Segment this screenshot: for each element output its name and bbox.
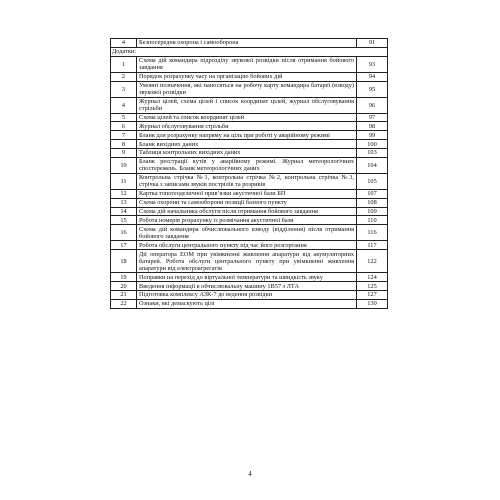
row-title: Схема дій командира обчислювального взводу (відділення) після отримання бойового завдання bbox=[137, 225, 357, 241]
row-page-number: 116 bbox=[357, 225, 388, 241]
row-page-number: 105 bbox=[357, 173, 388, 189]
row-page-number: 98 bbox=[357, 122, 388, 131]
row-title: Введення інформації в обчислювальну машину 1В57 з ЛТА bbox=[137, 282, 357, 291]
row-title: Дії оператора ЕОМ при увімкненні живлення апаратури від акумуляторних батарей. Робота обслуги центрального пункту при увімкненні живлення апаратури від електроагрегатів bbox=[137, 250, 357, 273]
row-number: 17 bbox=[111, 241, 137, 250]
table-row bbox=[111, 241, 388, 250]
row-title: Журнал цілей, схема цілей і список координат цілей, журнал обслуговування стрільби bbox=[137, 97, 357, 113]
row-page-number: 99 bbox=[357, 131, 388, 140]
table-row bbox=[111, 140, 388, 149]
row-number: 8 bbox=[111, 140, 137, 149]
table-row bbox=[111, 173, 388, 189]
table-row bbox=[111, 291, 388, 300]
row-number: 7 bbox=[111, 131, 137, 140]
row-page-number: 91 bbox=[357, 39, 388, 48]
table-row bbox=[111, 207, 388, 216]
table-row bbox=[111, 299, 388, 308]
row-title: Схема охорони та самооборони позиції базного пункту bbox=[137, 198, 357, 207]
row-title: Бланк для розрахунку напряму на ціль при роботі у аварійному режимі bbox=[137, 131, 357, 140]
row-title: Бланк реєстрації кутів у аварійному режимі. Журнал метеорологічних спостережень. Бланк метеорологічних даних bbox=[137, 157, 357, 173]
row-page-number: 109 bbox=[357, 207, 388, 216]
appendix-heading-row bbox=[111, 47, 388, 56]
row-number: 4 bbox=[111, 39, 137, 48]
row-number: 4 bbox=[111, 97, 137, 113]
row-number: 9 bbox=[111, 149, 137, 158]
row-page-number: 97 bbox=[357, 113, 388, 122]
row-page-number: 107 bbox=[357, 189, 388, 198]
table-row bbox=[111, 97, 388, 113]
row-page-number: 130 bbox=[357, 299, 388, 308]
row-title: Робота номерів розрахунку із розмічання акустичної бази bbox=[137, 216, 357, 225]
row-title: Умовні позначення, які наносяться на робочу карту командира батареї (взводу) звукової розвідки bbox=[137, 81, 357, 97]
table-of-contents bbox=[110, 38, 388, 309]
row-number: 15 bbox=[111, 216, 137, 225]
row-number: 13 bbox=[111, 198, 137, 207]
table-row bbox=[111, 81, 388, 97]
row-title: Контрольна стрічка №1, контрольна стрічка №2, контрольна стрічка №3, стрічка з записами звуків пострілів та розривів bbox=[137, 173, 357, 189]
row-page-number: 94 bbox=[357, 72, 388, 81]
row-title: Поправки на перехід до віртуальної температури та швидкість звуку bbox=[137, 273, 357, 282]
row-page-number: 117 bbox=[357, 241, 388, 250]
row-number: 21 bbox=[111, 291, 137, 300]
row-number: 14 bbox=[111, 207, 137, 216]
row-page-number: 103 bbox=[357, 149, 388, 158]
table-row bbox=[111, 273, 388, 282]
row-number: 6 bbox=[111, 122, 137, 131]
row-number: 19 bbox=[111, 273, 137, 282]
row-title: Підготовка комплексу АЗК-7 до ведення розвідки bbox=[137, 291, 357, 300]
appendix-heading: Додатки: bbox=[111, 47, 388, 56]
table-row bbox=[111, 157, 388, 173]
table-row bbox=[111, 250, 388, 273]
row-title: Схема дій командира підрозділу звукової розвідки після отримання бойового завдання bbox=[137, 56, 357, 72]
table-row bbox=[111, 189, 388, 198]
row-title: Картка топогеодезичної прив’язки акустичної бази БП bbox=[137, 189, 357, 198]
table-row bbox=[111, 56, 388, 72]
row-number: 1 bbox=[111, 56, 137, 72]
row-title: Порядок розрахунку часу на організацію бойових дій bbox=[137, 72, 357, 81]
row-page-number: 122 bbox=[357, 250, 388, 273]
row-number: 16 bbox=[111, 225, 137, 241]
row-page-number: 110 bbox=[357, 216, 388, 225]
row-number: 2 bbox=[111, 72, 137, 81]
table-row bbox=[111, 72, 388, 81]
row-number: 5 bbox=[111, 113, 137, 122]
table-row bbox=[111, 122, 388, 131]
table-row bbox=[111, 198, 388, 207]
row-page-number: 108 bbox=[357, 198, 388, 207]
row-number: 20 bbox=[111, 282, 137, 291]
row-page-number: 127 bbox=[357, 291, 388, 300]
row-page-number: 95 bbox=[357, 81, 388, 97]
row-title: Ознаки, які демаскують цілі bbox=[137, 299, 357, 308]
table-row bbox=[111, 225, 388, 241]
row-title: Схема цілей та список координат цілей bbox=[137, 113, 357, 122]
row-title: Робота обслуги центрального пункту під час його розгортання bbox=[137, 241, 357, 250]
row-title: Таблиця контрольних вихідних даних bbox=[137, 149, 357, 158]
table-row bbox=[111, 149, 388, 158]
table-row bbox=[111, 282, 388, 291]
row-page-number: 124 bbox=[357, 273, 388, 282]
row-page-number: 96 bbox=[357, 97, 388, 113]
page-number: 4 bbox=[248, 470, 252, 478]
row-number: 12 bbox=[111, 189, 137, 198]
row-number: 18 bbox=[111, 250, 137, 273]
row-page-number: 104 bbox=[357, 157, 388, 173]
row-number: 22 bbox=[111, 299, 137, 308]
row-title: Бланк вихідних даних bbox=[137, 140, 357, 149]
table-row bbox=[111, 113, 388, 122]
table-row bbox=[111, 131, 388, 140]
row-number: 10 bbox=[111, 157, 137, 173]
row-title: Журнал обслуговування стрільби bbox=[137, 122, 357, 131]
row-title: Схема дій начальника обслуги після отримання бойового завдання bbox=[137, 207, 357, 216]
table-row bbox=[111, 39, 388, 48]
row-number: 11 bbox=[111, 173, 137, 189]
row-number: 3 bbox=[111, 81, 137, 97]
row-page-number: 100 bbox=[357, 140, 388, 149]
row-page-number: 93 bbox=[357, 56, 388, 72]
row-page-number: 125 bbox=[357, 282, 388, 291]
row-title: Безпосередня охорона і самооборона bbox=[137, 39, 357, 48]
table-row bbox=[111, 216, 388, 225]
